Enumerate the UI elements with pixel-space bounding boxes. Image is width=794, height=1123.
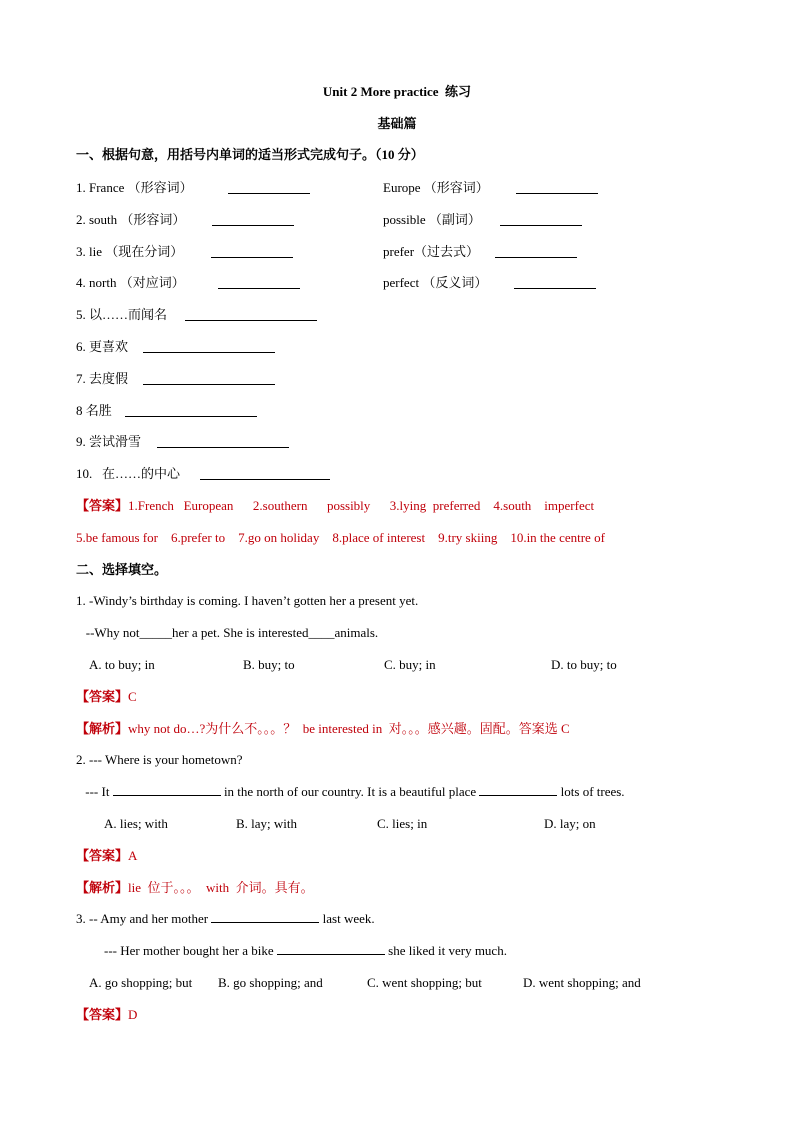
phrase-5: 5. 以……而闻名 — [76, 307, 168, 322]
answer-blank[interactable] — [228, 182, 310, 194]
question-3-line-2 — [104, 943, 507, 959]
text-segment: --- It — [82, 784, 113, 799]
text-segment: in the north of our country. It is a beautiful place — [220, 784, 480, 799]
option-d[interactable]: D. to buy; to — [551, 657, 617, 672]
question-1-right: Europe （形容词） — [383, 180, 489, 195]
question-2-analysis — [76, 880, 314, 896]
question-1-answer — [76, 689, 137, 705]
option-c[interactable]: C. lies; in — [377, 816, 428, 831]
answer-value: C — [128, 689, 137, 704]
option-a[interactable]: A. go shopping; but — [89, 975, 193, 990]
answer-blank[interactable] — [495, 246, 577, 258]
answer-blank[interactable] — [479, 784, 557, 796]
text-segment: lots of trees. — [557, 784, 625, 799]
answer-label: 【答案】 — [76, 498, 129, 513]
phrase-6: 6. 更喜欢 — [76, 339, 129, 354]
answer-blank[interactable] — [143, 341, 275, 353]
question-2-answer — [76, 848, 137, 864]
section-1-answer — [76, 498, 594, 514]
option-c[interactable]: C. buy; in — [384, 657, 436, 672]
question-2-right: possible （副词） — [383, 212, 481, 227]
answer-blank[interactable] — [157, 436, 289, 448]
page-subtitle: 基础篇 — [377, 116, 417, 131]
analysis-text: why not do…?为什么不。。。？ be interested in 对。。。感兴趣。固配。答案选 C — [128, 721, 570, 736]
text-segment: last week. — [319, 911, 375, 926]
text-segment: she liked it very much. — [384, 943, 507, 958]
phrase-8: 8 名胜 — [76, 403, 112, 418]
answer-blank[interactable] — [200, 468, 330, 480]
option-a[interactable]: A. to buy; in — [89, 657, 155, 672]
option-a[interactable]: A. lies; with — [104, 816, 168, 831]
analysis-label: 【解析】 — [76, 880, 129, 895]
option-c[interactable]: C. went shopping; but — [367, 975, 482, 990]
option-d[interactable]: D. lay; on — [544, 816, 596, 831]
answer-blank[interactable] — [516, 182, 598, 194]
question-2-left: 2. south （形容词） — [76, 212, 186, 227]
question-1-line-2: --Why not_____her a pet. She is interested____animals. — [76, 625, 379, 640]
phrase-9: 9. 尝试滑雪 — [76, 434, 142, 449]
question-2-line-1: 2. --- Where is your hometown? — [76, 752, 243, 767]
answer-blank[interactable] — [277, 943, 385, 955]
answer-blank[interactable] — [143, 373, 275, 385]
section-1-heading: 一、根据句意，用括号内单词的适当形式完成句子。（10 分） — [76, 147, 424, 162]
answer-blank[interactable] — [211, 246, 293, 258]
text-segment: 3. -- Amy and her mother — [76, 911, 212, 926]
question-1-left: 1. France （形容词） — [76, 180, 193, 195]
answer-label: 【答案】 — [76, 848, 129, 863]
answer-label: 【答案】 — [76, 689, 129, 704]
analysis-text: lie 位于。。。 with 介词。具有。 — [128, 880, 314, 895]
answer-text: 1.French European 2.southern possibly 3.lying preferred 4.south imperfect — [128, 498, 595, 513]
answer-blank[interactable] — [500, 214, 582, 226]
question-3-line-1 — [76, 911, 375, 927]
answer-blank[interactable] — [211, 911, 319, 923]
option-d[interactable]: D. went shopping; and — [523, 975, 641, 990]
question-1-line-1: 1. -Windy’s birthday is coming. I haven’t gotten her a present yet. — [76, 593, 419, 608]
page-title: Unit 2 More practice 练习 — [322, 84, 472, 99]
section-2-heading: 二、选择填空。 — [76, 562, 168, 577]
answer-blank[interactable] — [514, 277, 596, 289]
question-2-line-2 — [82, 784, 625, 800]
question-3-answer — [76, 1007, 137, 1023]
answer-blank[interactable] — [113, 784, 221, 796]
answer-value: D — [128, 1007, 138, 1022]
section-1-answer-cont: 5.be famous for 6.prefer to 7.go on holiday 8.place of interest 9.try skiing 10.in the centre of — [76, 530, 605, 545]
option-b[interactable]: B. go shopping; and — [218, 975, 323, 990]
answer-value: A — [128, 848, 138, 863]
question-3-right: prefer（过去式） — [383, 244, 480, 259]
analysis-label: 【解析】 — [76, 721, 129, 736]
phrase-10: 10. 在……的中心 — [76, 466, 181, 481]
answer-blank[interactable] — [185, 309, 317, 321]
question-1-analysis — [76, 721, 570, 737]
phrase-7: 7. 去度假 — [76, 371, 129, 386]
question-4-left: 4. north （对应词） — [76, 275, 185, 290]
question-4-right: perfect （反义词） — [383, 275, 488, 290]
text-segment: --- Her mother bought her a bike — [104, 943, 277, 958]
answer-label: 【答案】 — [76, 1007, 129, 1022]
option-b[interactable]: B. lay; with — [236, 816, 298, 831]
option-b[interactable]: B. buy; to — [243, 657, 295, 672]
answer-blank[interactable] — [212, 214, 294, 226]
question-3-left: 3. lie （现在分词） — [76, 244, 184, 259]
answer-blank[interactable] — [218, 277, 300, 289]
answer-blank[interactable] — [125, 405, 257, 417]
